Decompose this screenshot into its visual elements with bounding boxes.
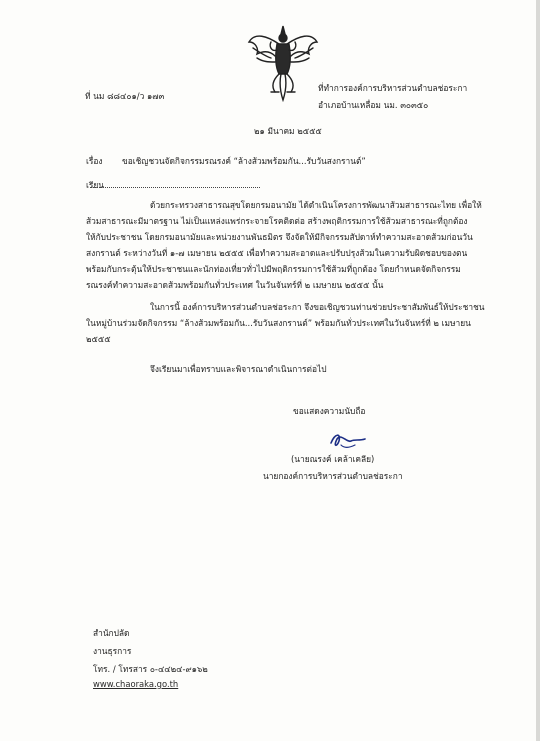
signer-title: นายกองค์การบริหารส่วนตำบลช่อระกา xyxy=(263,471,403,481)
reference-number: ที่ นม ๘๘๔๐๑/ว ๑๗๓ xyxy=(85,91,165,101)
sender-address-line1: ที่ทำการองค์การบริหารส่วนตำบลช่อระกา xyxy=(318,83,468,93)
sender-address-line2: อำเภอบ้านเหลื่อม นม. ๓๐๓๕๐ xyxy=(318,100,429,110)
signature-icon xyxy=(325,427,375,453)
subject-label: เรื่อง xyxy=(86,156,103,166)
para1-line: ด้วยกระทรวงสาธารณสุขโดยกรมอนามัย ได้ดำเนินโครงการพัฒนาส้วมสาธารณะไทย เพื่อให้ xyxy=(150,200,482,210)
signer-name: (นายณรงค์ เคล้าเคลีย) xyxy=(291,454,375,464)
scan-edge xyxy=(536,0,540,741)
para2-line: ๒๕๕๕ xyxy=(86,334,111,344)
office-name: สำนักปลัด xyxy=(93,628,130,638)
letter-date: ๒๑ มีนาคม ๒๕๕๕ xyxy=(254,126,322,136)
subject-text: ขอเชิญชวนจัดกิจกรรมรณรงค์ “ล้างส้วมพร้อมกัน...รับวันสงกรานต์” xyxy=(122,156,366,166)
para1-line: สงกรานต์ ระหว่างวันที่ ๑-๗ เมษายน ๒๕๕๕ เพื่อทำความสะอาดและปรับปรุงส้วมในความรับผิดชอบของตน xyxy=(86,248,468,258)
closing-phrase: ขอแสดงความนับถือ xyxy=(293,406,366,416)
phone-fax: โทร. / โทรสาร ๐-๔๔๒๔-๙๑๖๒ xyxy=(93,664,208,674)
section-name: งานธุรการ xyxy=(93,646,132,656)
salutation-blank-line xyxy=(90,186,260,188)
para2-line: ในการนี้ องค์การบริหารส่วนตำบลช่อระกา จึงขอเชิญชวนท่านช่วยประชาสัมพันธ์ให้ประชาชน xyxy=(150,302,485,312)
website-link[interactable]: www.chaoraka.go.th xyxy=(93,679,179,689)
para1-line: ให้กับประชาชน โดยกรมอนามัยและหน่วยงานพันธมิตร จึงจัดให้มีกิจกรรมสัปดาห์ทำความสะอาดส้วมก่อนวัน xyxy=(86,232,473,242)
para2-line: ในหมู่บ้านร่วมจัดกิจกรรม “ล้างส้วมพร้อมกัน...รับวันสงกรานต์” พร้อมกันทั่วประเทศในวันจันทร์ที่ ๒ เมษายน xyxy=(86,318,471,328)
salutation-label: เรียน xyxy=(86,180,104,190)
para1-line: รณรงค์ทำความสะอาดส้วมพร้อมกันทั่วประเทศ ในวันจันทร์ที่ ๒ เมษายน ๒๕๕๕ นั้น xyxy=(86,280,384,290)
para1-line: ส้วมสาธารณะมีมาตรฐาน ไม่เป็นแหล่งแพร่กระจายโรคติดต่อ สร้างพฤติกรรมการใช้ส้วมสาธารณะที่ถูกต้อง xyxy=(86,216,468,226)
closing-request: จึงเรียนมาเพื่อทราบและพิจารณาดำเนินการต่อไป xyxy=(150,364,327,374)
para1-line: พร้อมกับกระตุ้นให้ประชาชนและนักท่องเที่ยวทั่วไปมีพฤติกรรมการใช้ส้วมที่ถูกต้อง โดยกำหนดจัดกิจกรรม xyxy=(86,264,461,274)
garuda-emblem-icon xyxy=(245,22,321,102)
